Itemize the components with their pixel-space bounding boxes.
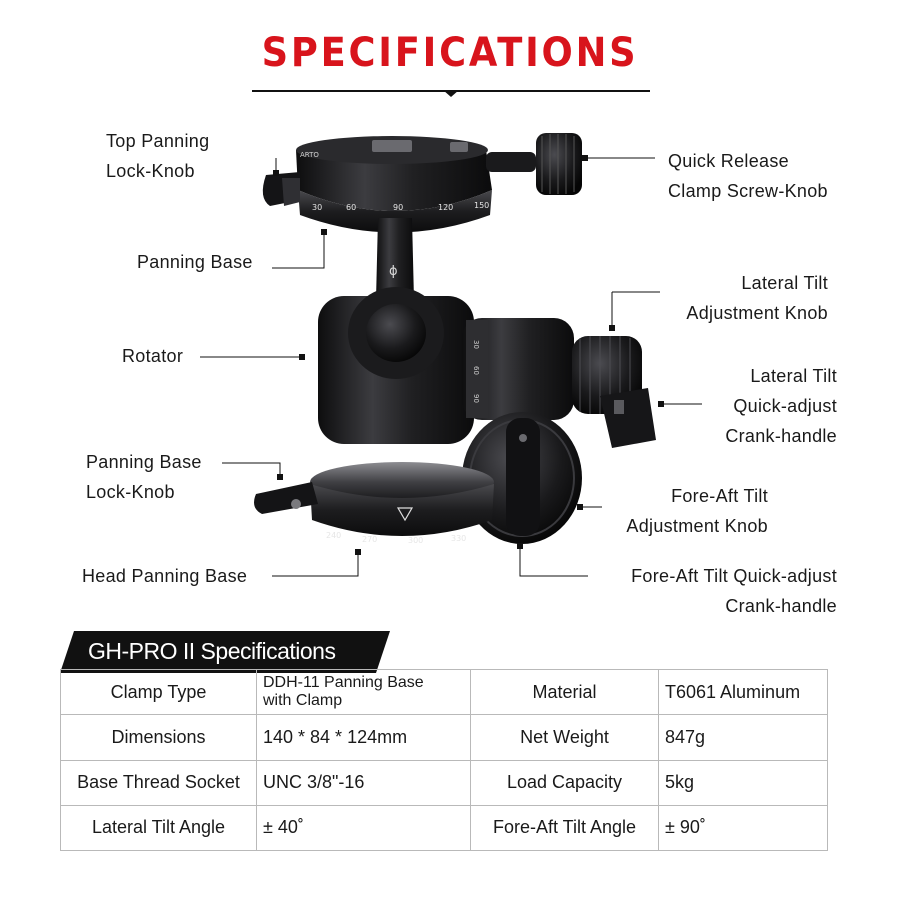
table-row <box>61 670 828 715</box>
table-row <box>61 715 828 760</box>
callout-line: Panning Base <box>137 252 253 272</box>
top-scale-label: 150 <box>474 201 490 210</box>
callout-line: Lateral Tilt <box>750 366 837 386</box>
callout-line: Head Panning Base <box>82 566 248 586</box>
callout-line: Clamp Screw-Knob <box>668 181 828 201</box>
phi-mark: ϕ <box>389 264 398 279</box>
spec-key: Base Thread Socket <box>61 760 257 805</box>
top-scale-label: 90 <box>393 203 404 212</box>
callout-line: Adjustment Knob <box>686 303 828 323</box>
callout-line: Quick-adjust <box>733 396 837 416</box>
spec-value <box>257 670 471 715</box>
side-scale-label: 90 <box>472 394 480 403</box>
top-clamp <box>263 133 582 233</box>
callout-line: Panning Base <box>86 452 202 472</box>
callout-fore-aft-tilt-crank-handle <box>598 561 837 621</box>
spec-value: UNC 3/8"-16 <box>257 760 471 805</box>
table-row <box>61 760 828 805</box>
callout-panning-base <box>137 247 253 277</box>
callout-quick-release-clamp-screw-knob <box>668 146 828 206</box>
table-row <box>61 805 828 850</box>
callout-line: Lock-Knob <box>86 482 175 502</box>
callout-lateral-tilt-crank-handle <box>700 361 837 451</box>
spec-heading: GH-PRO II Specifications <box>88 638 336 664</box>
callout-lateral-tilt-adjustment-knob <box>660 268 828 328</box>
callout-top-panning-lock-knob <box>106 126 209 186</box>
bottom-scale-label: 300 <box>408 536 424 545</box>
spec-key: Net Weight <box>471 715 659 760</box>
side-scale-label: 30 <box>472 340 480 349</box>
spec-value-line: with Clamp <box>263 692 343 710</box>
top-scale-label: 60 <box>346 203 357 212</box>
callout-line: Adjustment Knob <box>626 516 768 536</box>
page-title: SPECIFICATIONS <box>261 30 639 76</box>
top-scale-label: 120 <box>438 203 454 212</box>
spec-value-line: DDH-11 Panning Base <box>263 674 424 692</box>
bottom-scale-label: 330 <box>451 534 467 543</box>
side-scale-label: 60 <box>472 366 480 375</box>
spec-value: 140 * 84 * 124mm <box>257 715 471 760</box>
callout-line: Rotator <box>122 346 184 366</box>
spec-key: Lateral Tilt Angle <box>61 805 257 850</box>
callout-line: Lateral Tilt <box>741 273 828 293</box>
head-panning-base <box>254 462 494 536</box>
callout-line: Fore-Aft Tilt <box>671 486 768 506</box>
callout-line: Fore-Aft Tilt Quick-adjust <box>631 566 837 586</box>
callout-rotator <box>122 341 183 371</box>
spec-key: Clamp Type <box>61 670 257 715</box>
spec-value: ± 40˚ <box>257 805 471 850</box>
spec-value: 847g <box>659 715 828 760</box>
brand-mark: ARTO <box>300 151 319 159</box>
callout-line: Top Panning <box>106 131 210 151</box>
callout-line: Crank-handle <box>725 426 837 446</box>
spec-key: Load Capacity <box>471 760 659 805</box>
spec-key: Fore-Aft Tilt Angle <box>471 805 659 850</box>
callout-panning-base-lock-knob <box>86 447 202 507</box>
callout-line: Lock-Knob <box>106 161 195 181</box>
bottom-scale-label: 270 <box>362 535 378 544</box>
spec-key: Material <box>471 670 659 715</box>
callout-head-panning-base <box>82 561 247 591</box>
spec-value: ± 90˚ <box>659 805 828 850</box>
spec-key: Dimensions <box>61 715 257 760</box>
bottom-scale-label: 240 <box>326 531 342 540</box>
callout-line: Quick Release <box>668 151 789 171</box>
callout-line: Crank-handle <box>725 596 837 616</box>
lateral-tilt-knob <box>572 336 656 448</box>
top-scale-label: 30 <box>312 203 323 212</box>
rotator-body <box>318 287 474 444</box>
callout-fore-aft-tilt-adjustment-knob <box>600 481 768 541</box>
spec-value: T6061 Aluminum <box>659 670 828 715</box>
spec-value: 5kg <box>659 760 828 805</box>
spec-table <box>60 669 828 851</box>
